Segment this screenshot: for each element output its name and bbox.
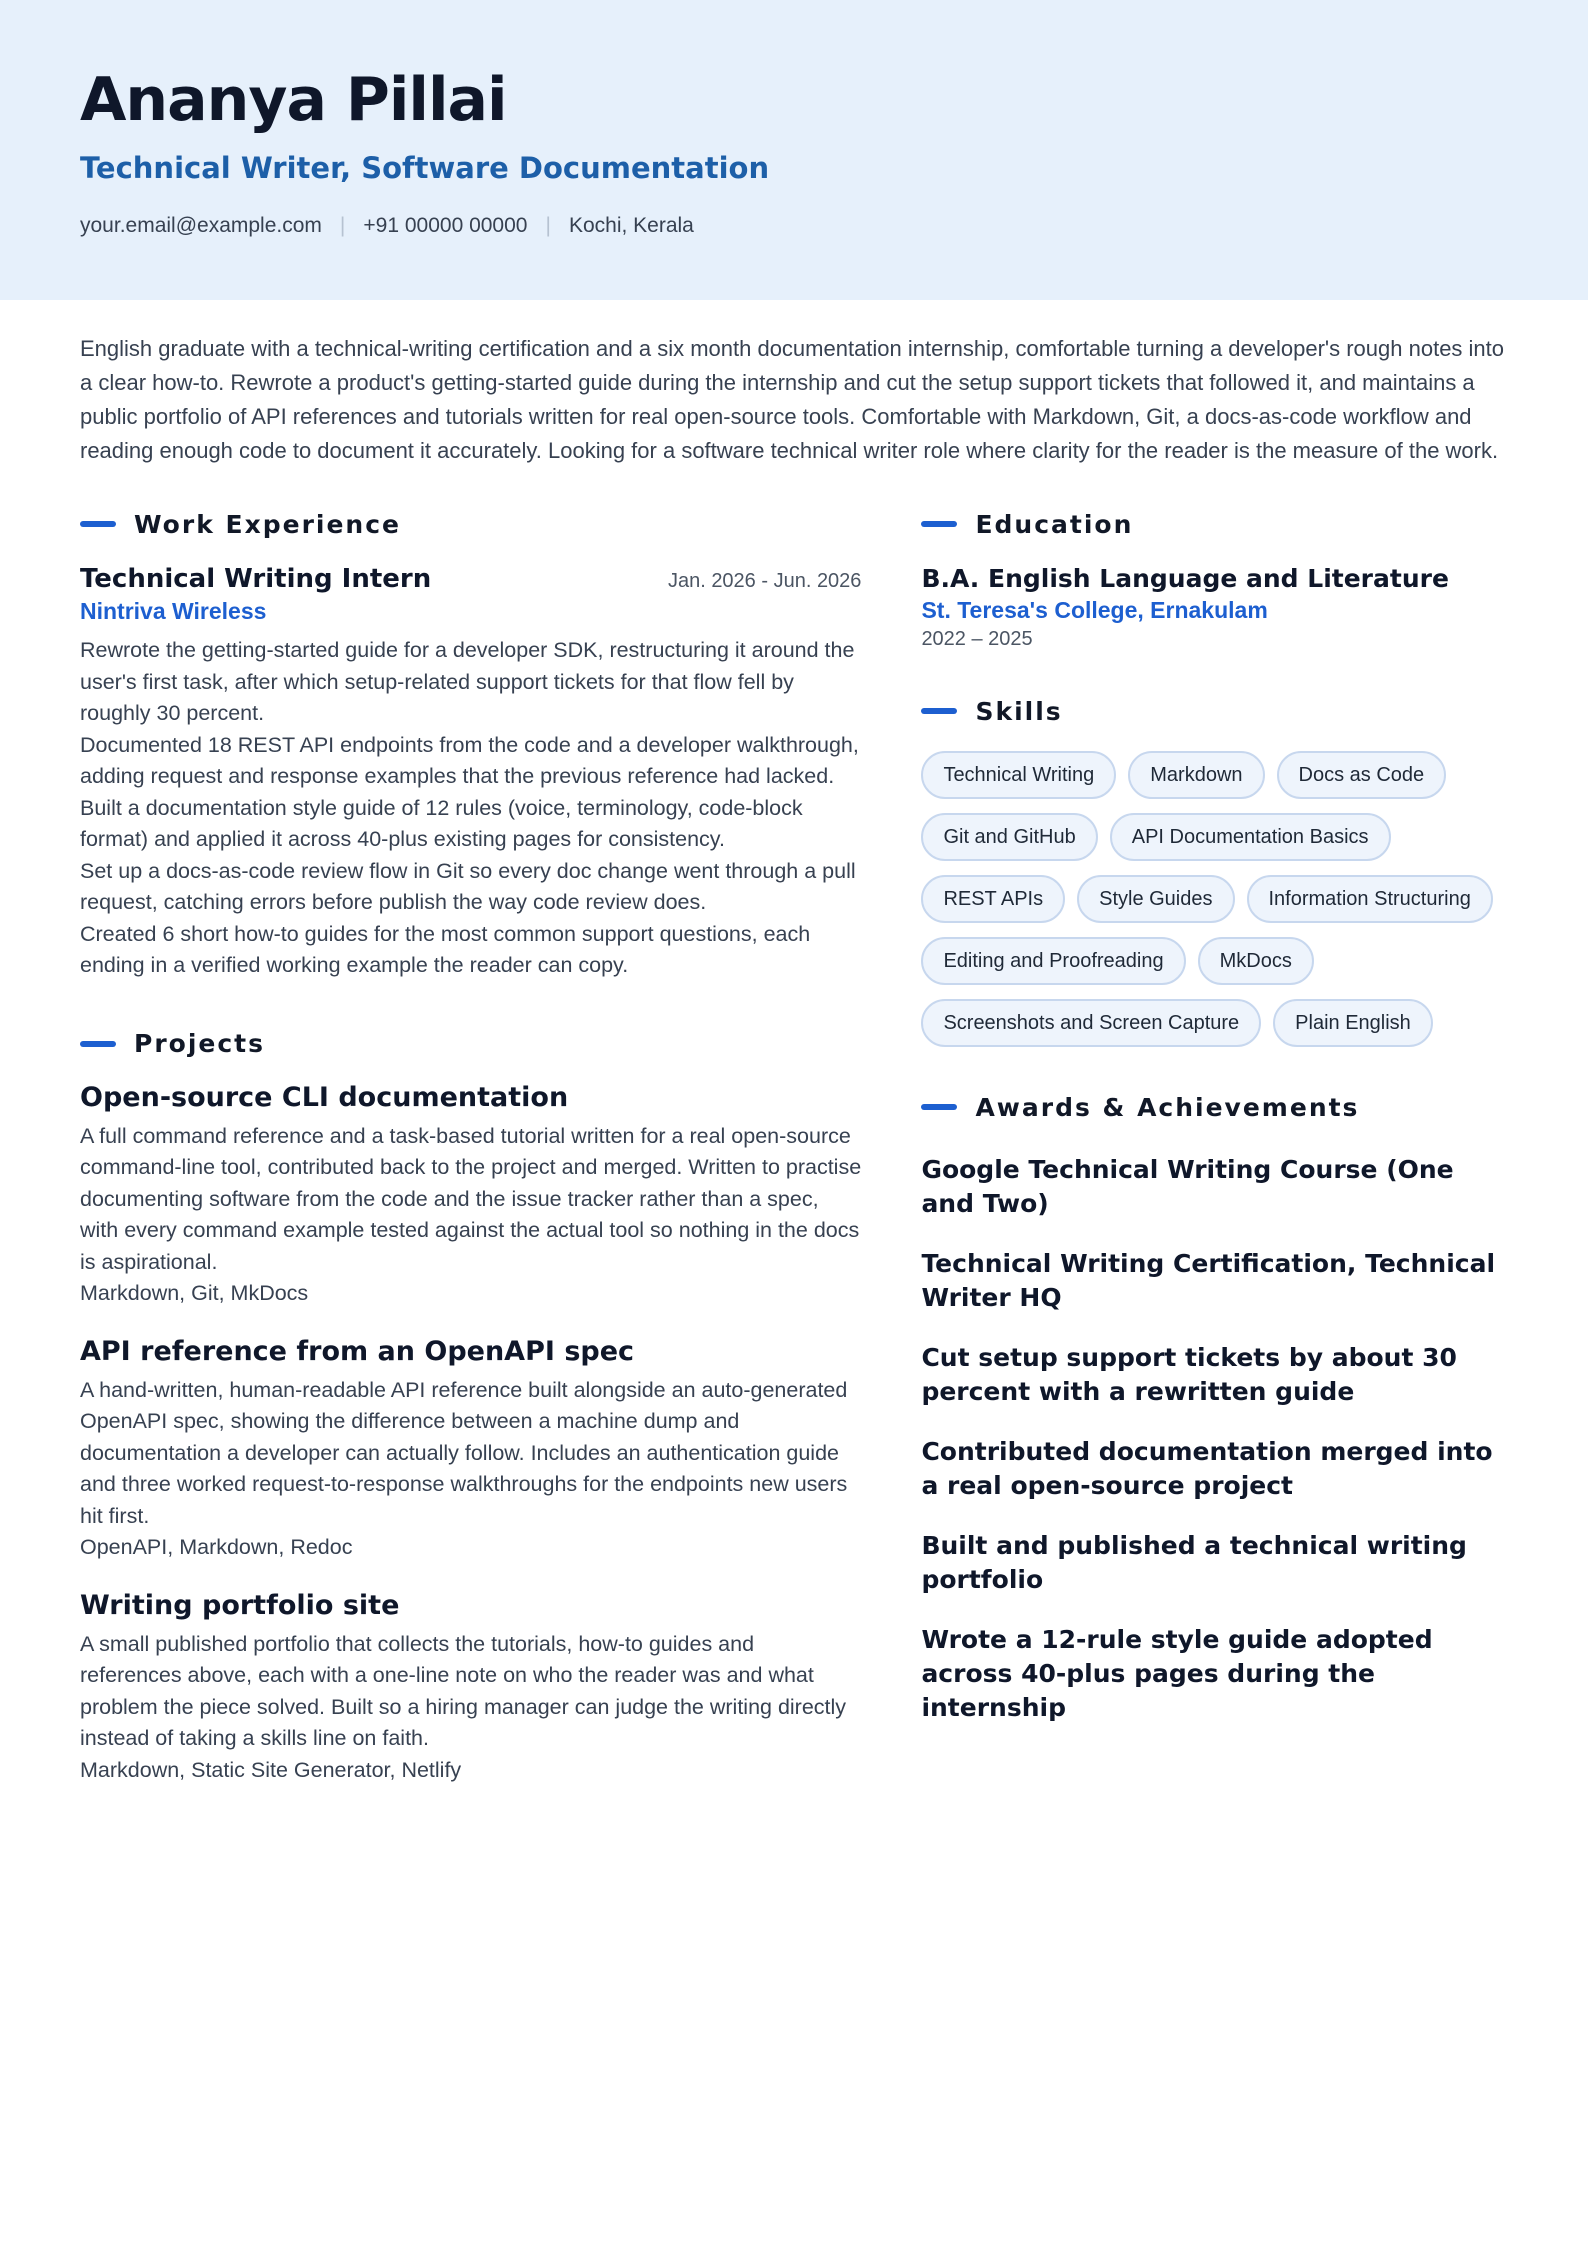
skill-chip: Technical Writing [921,751,1116,799]
project-description: A full command reference and a task-based tutorial written for a real open-source command-line tool, contributed back to the project and merged. Written to practise documenting software from the code and the issue tracker rather than a spec, with every command example tested against the actual tool so nothing in the docs is aspirational. [80,1123,862,1274]
skill-chip: Screenshots and Screen Capture [921,999,1261,1047]
award-item: Google Technical Writing Course (One and Two) [921,1155,1454,1218]
section-accent-bar [921,1104,957,1110]
job-bullet: Created 6 short how-to guides for the most common support questions, each ending in a verified working example the reader can copy. [80,921,811,977]
skill-chip: Style Guides [1077,875,1234,923]
right-column [921,504,1508,1786]
skill-chip: API Documentation Basics [1110,813,1391,861]
award-item: Contributed documentation merged into a real open-source project [921,1437,1493,1500]
contact-separator: | [545,214,551,237]
contact-line [80,214,1508,238]
project-entry [80,1590,861,1787]
skill-chip: Information Structuring [1247,875,1493,923]
job-bullet: Documented 18 REST API endpoints from the code and a developer walkthrough, adding request and response examples that the previous reference had lacked. [80,732,859,788]
job-bullet: Rewrote the getting-started guide for a developer SDK, restructuring it around the user's first task, after which setup-related support tickets for that flow fell by roughly 30 percent. [80,638,855,725]
contact-email: your.email@example.com [80,214,322,237]
skills-list [921,751,1508,1047]
awards-list [921,1153,1508,1725]
award-item: Cut setup support tickets by about 30 percent with a rewritten guide [921,1343,1457,1406]
skill-chip: REST APIs [921,875,1065,923]
project-title: Open-source CLI documentation [80,1081,569,1113]
section-awards [921,1087,1508,1127]
skill-chip: MkDocs [1198,937,1314,985]
candidate-name: Ananya Pillai [80,65,507,135]
resume-header [0,0,1588,300]
section-title: Skills [975,696,1063,726]
profile-summary: English graduate with a technical-writing certification and a six month documentation internship, comfortable turning a developer's rough notes into a clear how-to. Rewrote a product's getting-started guide during the internship and cut the setup support tickets that followed it, and maintains a public portfolio of API references and tutorials written for real open-source tools. Comfortable with Markdown, Git, a docs-as-code workflow and reading enough code to document it accurately. Looking for a software technical writer role where clarity for the reader is the measure of the work. [80,336,1505,463]
section-title: Work Experience [134,509,401,539]
project-entry [80,1336,861,1564]
section-projects [80,1024,861,1064]
award-item: Built and published a technical writing portfolio [921,1531,1467,1594]
section-title: Awards & Achievements [975,1092,1360,1122]
project-description: A small published portfolio that collects the tutorials, how-to guides and references above, each with a one-line note on who the reader was and what problem the piece solved. Built so a hiring manager can judge the writing directly instead of taking a skills line on faith. [80,1631,847,1750]
project-tech: OpenAPI, Markdown, Redoc [80,1535,353,1559]
skill-chip: Plain English [1273,999,1433,1047]
section-work-experience [80,504,861,544]
section-accent-bar [80,521,116,527]
project-entry [80,1082,861,1310]
section-skills [921,691,1508,731]
project-tech: Markdown, Git, MkDocs [80,1281,309,1305]
skill-chip: Editing and Proofreading [921,937,1185,985]
job-bullets [80,635,861,982]
section-accent-bar [921,708,957,714]
contact-location: Kochi, Kerala [568,214,694,237]
job-bullet: Built a documentation style guide of 12 rules (voice, terminology, code-block format) and applied it across 40-plus existing pages for consistency. [80,795,803,851]
job-organization: Nintriva Wireless [80,598,267,624]
section-accent-bar [921,521,957,527]
section-accent-bar [80,1041,116,1047]
education-years: 2022 – 2025 [921,628,1033,650]
job-title: Technical Writing Intern [80,564,432,594]
award-item: Wrote a 12-rule style guide adopted across 40-plus pages during the internship [921,1625,1433,1722]
project-title: API reference from an OpenAPI spec [80,1335,635,1367]
section-title: Projects [134,1029,266,1058]
contact-separator: | [339,214,346,237]
section-education [921,504,1508,544]
job-bullet: Set up a docs-as-code review flow in Git so every doc change went through a pull request, catching errors before publish the way code review does. [80,858,856,914]
job-entry [80,564,861,982]
candidate-role: Technical Writer, Software Documentation [80,151,770,185]
skill-chip: Markdown [1128,751,1264,799]
skill-chip: Docs as Code [1277,751,1447,799]
education-degree: B.A. English Language and Literature [921,564,1449,593]
section-title: Education [975,509,1134,539]
project-description: A hand-written, human-readable API reference built alongside an auto-generated OpenAPI spec, showing the difference between a machine dump and documentation a developer can actually follow. Includes an authentication guide and three worked request-to-response walkthroughs for the endpoints new users hit first. [80,1377,848,1528]
resume-body [0,504,1588,1786]
job-dates: Jan. 2026 - Jun. 2026 [667,570,862,592]
education-school: St. Teresa's College, Ernakulam [921,597,1268,623]
project-tech: Markdown, Static Site Generator, Netlify [80,1757,462,1782]
contact-phone: +91 00000 00000 [363,214,528,237]
award-item: Technical Writing Certification, Technical Writer HQ [921,1249,1496,1312]
skill-chip: Git and GitHub [921,813,1097,861]
project-title: Writing portfolio site [80,1589,400,1621]
left-column [80,504,861,1786]
